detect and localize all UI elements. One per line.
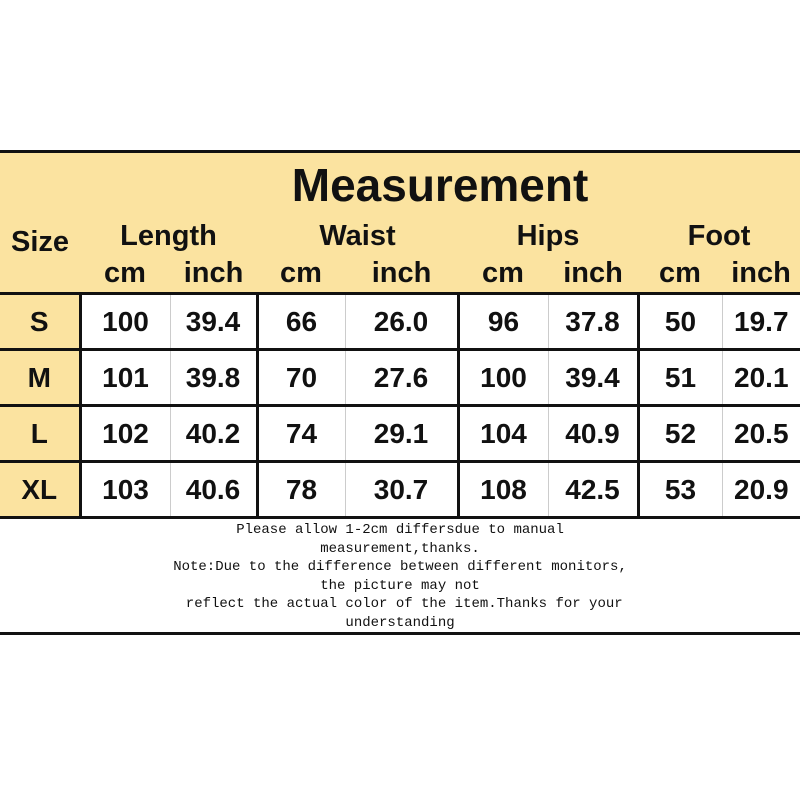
table-cell: 20.5 <box>722 406 800 462</box>
unit-inch-foot: inch <box>731 257 791 289</box>
unit-inch-length: inch <box>183 257 244 289</box>
table-cell: 101 <box>80 350 170 406</box>
table-cell: 40.6 <box>170 462 257 518</box>
table-row <box>0 462 800 518</box>
table-cell: 20.1 <box>722 350 800 406</box>
size-chart <box>0 150 800 635</box>
table-cell: 29.1 <box>345 406 458 462</box>
size-header: Size <box>10 226 70 258</box>
table-cell: 40.2 <box>170 406 257 462</box>
table-cell: 30.7 <box>345 462 458 518</box>
table-cell: 100 <box>80 294 170 350</box>
table-cell: 70 <box>257 350 345 406</box>
table-cell: 51 <box>638 350 722 406</box>
table-cell: 66 <box>257 294 345 350</box>
size-label: M <box>0 350 80 406</box>
table-row <box>0 350 800 406</box>
note-line: Note:Due to the difference between different monitors, <box>173 559 627 575</box>
measurement-table <box>0 153 800 632</box>
group-foot: Foot <box>687 220 751 252</box>
table-cell: 103 <box>80 462 170 518</box>
table-cell: 19.7 <box>722 294 800 350</box>
unit-cm-length: cm <box>104 257 146 289</box>
table-cell: 26.0 <box>345 294 458 350</box>
group-waist: Waist <box>319 220 396 252</box>
note-line: Please allow 1-2cm differsdue to manual <box>236 522 564 538</box>
unit-cm-foot: cm <box>659 257 701 289</box>
size-label: L <box>0 406 80 462</box>
table-cell: 78 <box>257 462 345 518</box>
note-line: the picture may not <box>320 577 480 594</box>
group-length: Length <box>120 220 217 252</box>
note-line: measurement,thanks. <box>320 540 480 557</box>
table-cell: 37.8 <box>548 294 638 350</box>
table-cell: 108 <box>458 462 548 518</box>
table-cell: 104 <box>458 406 548 462</box>
unit-cm-waist: cm <box>280 257 322 289</box>
table-cell: 50 <box>638 294 722 350</box>
table-cell: 40.9 <box>548 406 638 462</box>
unit-cm-hips: cm <box>482 257 524 289</box>
table-row <box>0 294 800 350</box>
table-cell: 52 <box>638 406 722 462</box>
table-title: Measurement <box>291 159 589 211</box>
table-cell: 74 <box>257 406 345 462</box>
table-cell: 96 <box>458 294 548 350</box>
size-label: S <box>0 294 80 350</box>
note-line: understanding <box>345 614 455 631</box>
disclaimer-note <box>0 518 800 633</box>
table-cell: 39.4 <box>170 294 257 350</box>
table-cell: 100 <box>458 350 548 406</box>
size-label: XL <box>0 462 80 518</box>
unit-inch-waist: inch <box>371 257 432 289</box>
note-line: reflect the actual color of the item.Thanks for your <box>177 596 623 612</box>
table-cell: 102 <box>80 406 170 462</box>
table-cell: 20.9 <box>722 462 800 518</box>
table-row <box>0 406 800 462</box>
unit-inch-hips: inch <box>563 257 623 289</box>
group-hips: Hips <box>516 220 580 252</box>
table-cell: 42.5 <box>548 462 638 518</box>
table-cell: 27.6 <box>345 350 458 406</box>
table-cell: 53 <box>638 462 722 518</box>
table-cell: 39.4 <box>548 350 638 406</box>
table-cell: 39.8 <box>170 350 257 406</box>
